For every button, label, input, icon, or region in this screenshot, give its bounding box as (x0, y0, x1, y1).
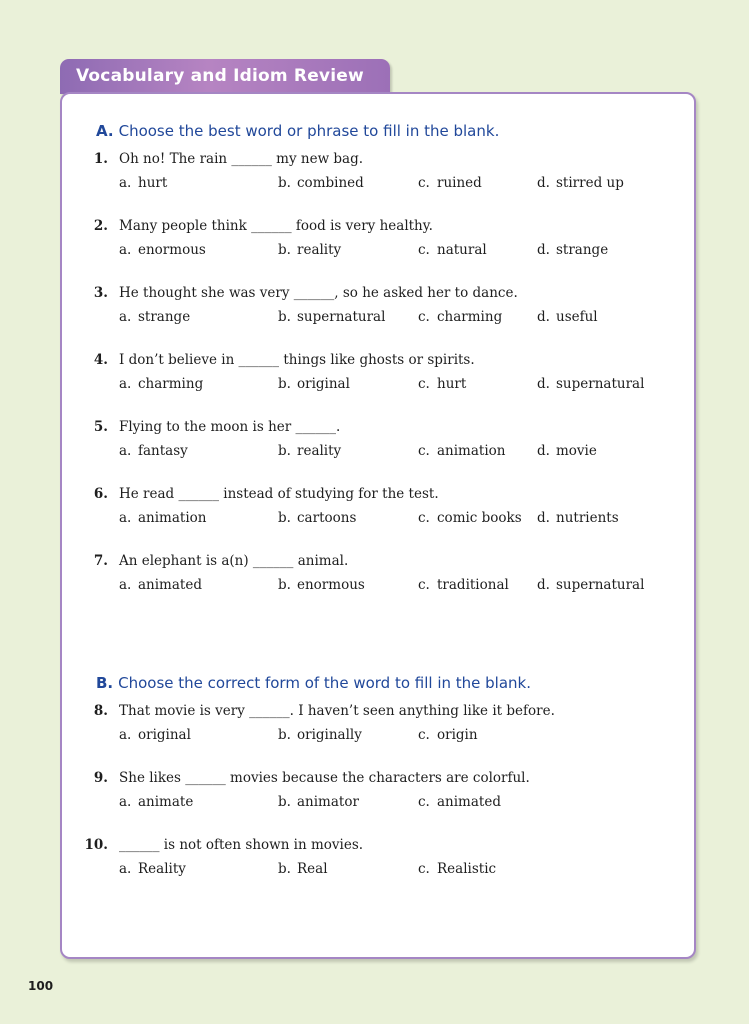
section-title-tab: Vocabulary and Idiom Review (60, 59, 390, 94)
option-c[interactable]: c. animated (418, 794, 501, 810)
question-8 (0, 703, 749, 748)
option-b[interactable]: b. animator (278, 794, 359, 810)
option-b[interactable]: b. supernatural (278, 309, 386, 325)
option-a[interactable]: a. strange (119, 309, 191, 325)
section-b-heading (96, 674, 531, 692)
option-b[interactable]: b. originally (278, 727, 362, 743)
question-number: 8. (93, 703, 108, 719)
option-a[interactable]: a. hurt (119, 175, 168, 191)
question-number: 5. (93, 419, 108, 435)
option-a[interactable]: a. original (119, 727, 191, 743)
section-b-letter: B. (96, 674, 114, 692)
page-number: 100 (28, 979, 54, 993)
question-2 (0, 218, 749, 263)
question-9 (0, 770, 749, 815)
option-d[interactable]: d. stirred up (537, 175, 624, 191)
section-a-heading (96, 122, 499, 140)
question-stem: ______ is not often shown in movies. (119, 837, 364, 853)
section-b-instruction: Choose the correct form of the word to fill in the blank. (118, 674, 531, 692)
option-a[interactable]: a. Reality (119, 861, 186, 877)
question-5 (0, 419, 749, 464)
option-c[interactable]: c. Realistic (418, 861, 497, 877)
option-d[interactable]: d. supernatural (537, 376, 645, 392)
option-b[interactable]: b. enormous (278, 577, 365, 593)
option-a[interactable]: a. fantasy (119, 443, 188, 459)
option-a[interactable]: a. enormous (119, 242, 206, 258)
option-c[interactable]: c. hurt (418, 376, 467, 392)
option-c[interactable]: c. charming (418, 309, 503, 325)
option-c[interactable]: c. natural (418, 242, 487, 258)
option-c[interactable]: c. ruined (418, 175, 482, 191)
question-7 (0, 553, 749, 598)
question-10 (0, 837, 749, 882)
section-a-instruction: Choose the best word or phrase to fill in the blank. (118, 122, 500, 140)
question-number: 9. (93, 770, 108, 786)
question-stem: He thought she was very ______, so he asked her to dance. (119, 285, 518, 301)
option-d[interactable]: d. useful (537, 309, 598, 325)
question-stem: Many people think ______ food is very healthy. (119, 218, 433, 234)
question-stem: Flying to the moon is her ______. (119, 419, 341, 435)
option-d[interactable]: d. supernatural (537, 577, 645, 593)
question-number: 7. (93, 553, 108, 569)
question-number: 6. (93, 486, 108, 502)
question-stem: Oh no! The rain ______ my new bag. (119, 151, 364, 167)
option-b[interactable]: b. Real (278, 861, 328, 877)
question-number: 4. (93, 352, 108, 368)
option-a[interactable]: a. animation (119, 510, 207, 526)
question-stem: An elephant is a(n) ______ animal. (119, 553, 349, 569)
option-a[interactable]: a. charming (119, 376, 204, 392)
option-d[interactable]: d. nutrients (537, 510, 619, 526)
question-number: 1. (93, 151, 108, 167)
option-a[interactable]: a. animated (119, 577, 202, 593)
question-1 (0, 151, 749, 196)
question-6 (0, 486, 749, 531)
question-stem: I don’t believe in ______ things like ghosts or spirits. (119, 352, 475, 368)
option-c[interactable]: c. origin (418, 727, 478, 743)
option-a[interactable]: a. animate (119, 794, 194, 810)
option-b[interactable]: b. cartoons (278, 510, 357, 526)
question-4 (0, 352, 749, 397)
option-c[interactable]: c. traditional (418, 577, 509, 593)
option-b[interactable]: b. reality (278, 443, 342, 459)
option-c[interactable]: c. comic books (418, 510, 522, 526)
option-d[interactable]: d. movie (537, 443, 597, 459)
option-b[interactable]: b. original (278, 376, 350, 392)
question-number: 3. (93, 285, 108, 301)
question-stem: She likes ______ movies because the characters are colorful. (119, 770, 530, 786)
option-b[interactable]: b. combined (278, 175, 364, 191)
question-number: 10. (84, 837, 108, 853)
question-stem: He read ______ instead of studying for the test. (119, 486, 439, 502)
question-number: 2. (93, 218, 108, 234)
question-3 (0, 285, 749, 330)
option-b[interactable]: b. reality (278, 242, 342, 258)
question-stem: That movie is very ______. I haven’t seen anything like it before. (119, 703, 555, 719)
option-d[interactable]: d. strange (537, 242, 609, 258)
option-c[interactable]: c. animation (418, 443, 506, 459)
section-a-letter: A. (96, 122, 114, 140)
